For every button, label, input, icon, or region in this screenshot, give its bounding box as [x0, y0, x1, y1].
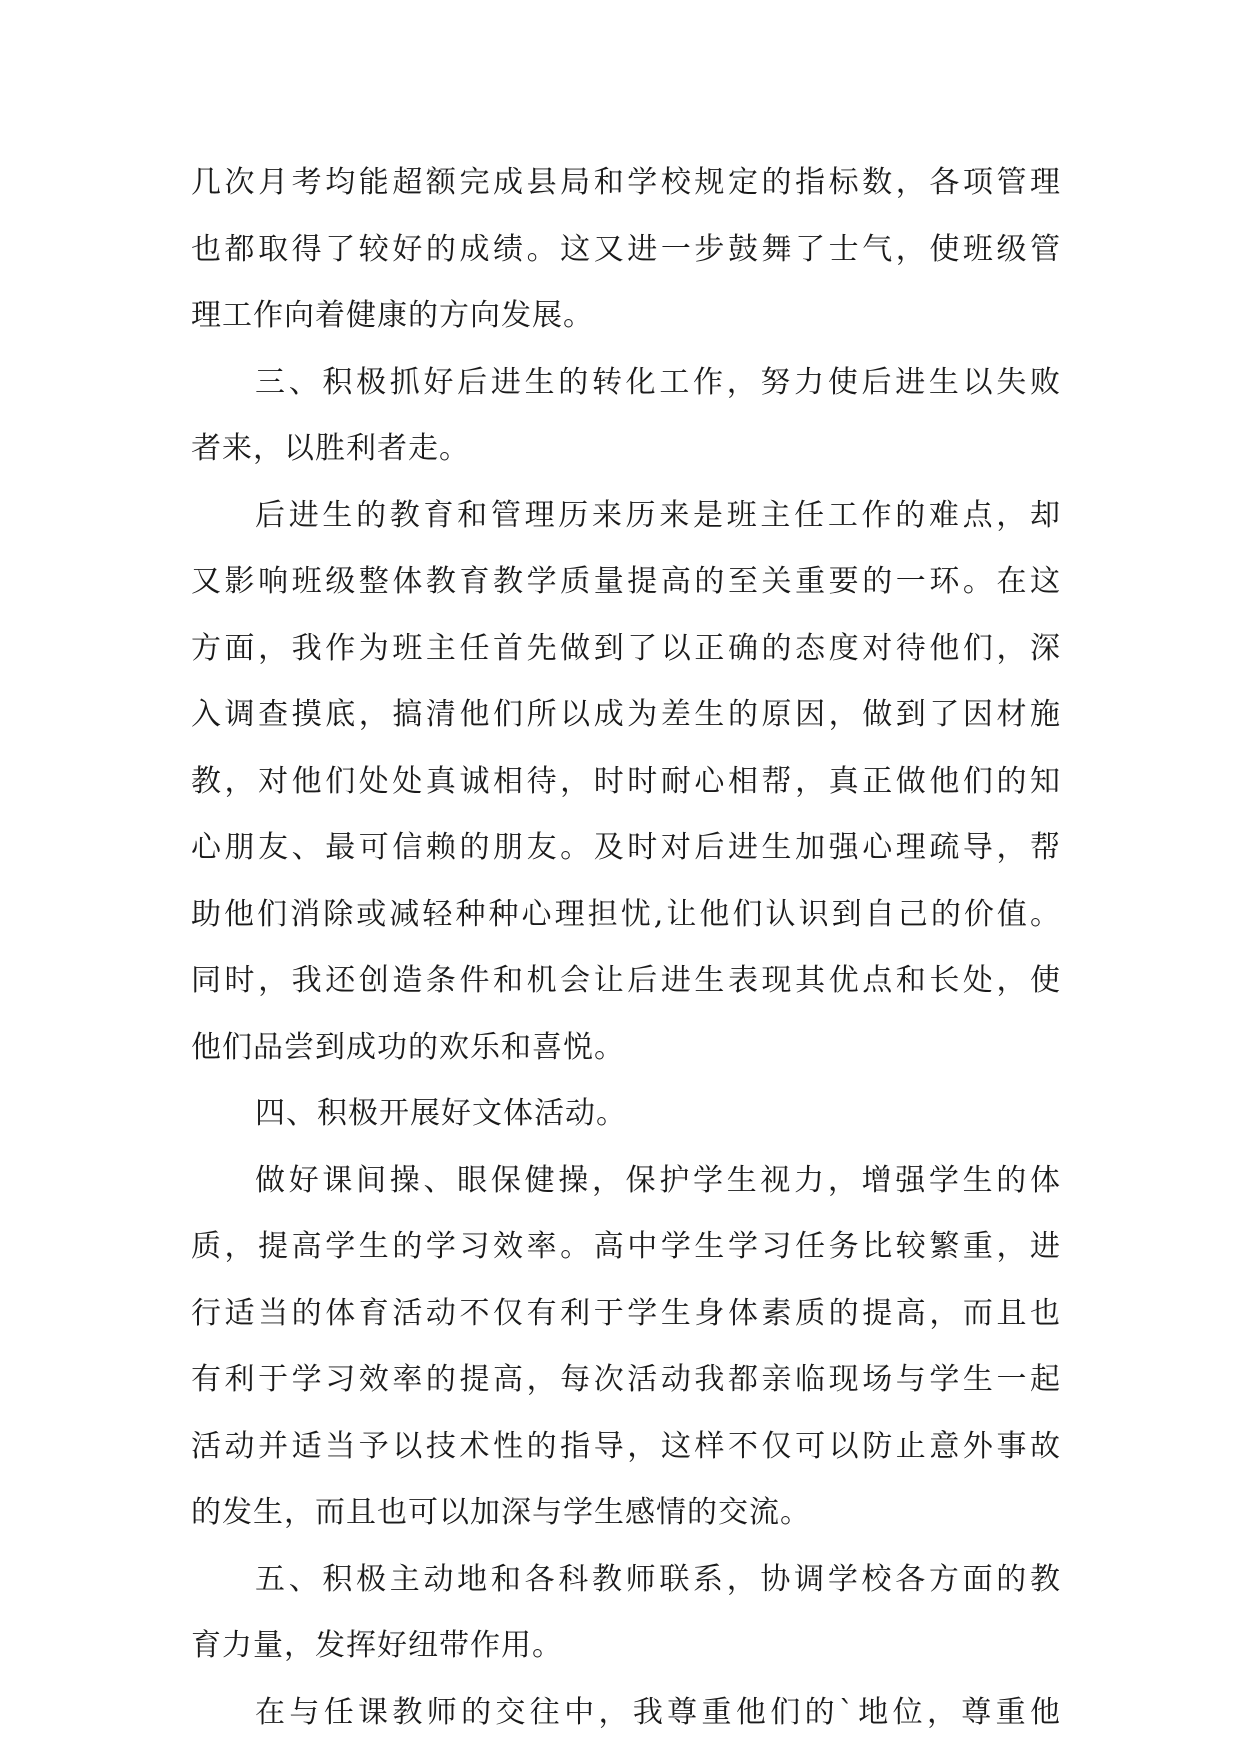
text-line: 同时，我还创造条件和机会让后进生表现其优点和长处，使: [191, 963, 1061, 998]
text-line: 又影响班级整体教育教学质量提高的至关重要的一环。在这: [191, 564, 1061, 599]
text-line: 有利于学习效率的提高，每次活动我都亲临现场与学生一起: [191, 1362, 1061, 1397]
text-line: 他们品尝到成功的欢乐和喜悦。: [191, 1029, 625, 1065]
text-line: 行适当的体育活动不仅有利于学生身体素质的提高，而且也: [191, 1295, 1061, 1331]
section-heading-line: 三、积极抓好后进生的转化工作，努力使后进生以失败: [255, 364, 1061, 400]
text-line: 活动并适当予以技术性的指导，这样不仅可以防止意外事故: [191, 1428, 1061, 1464]
text-line: 质，提高学生的学习效率。高中学生学习任务比较繁重，进: [191, 1229, 1061, 1264]
section-heading-line: 五、积极主动地和各科教师联系，协调学校各方面的教: [255, 1561, 1061, 1597]
text-line: 心朋友、最可信赖的朋友。及时对后进生加强心理疏导，帮: [191, 830, 1061, 865]
text-line: 在与任课教师的交往中，我尊重他们的`地位，尊重他: [255, 1694, 1061, 1730]
text-line: 几次月考均能超额完成县局和学校规定的指标数，各项管理: [191, 165, 1061, 200]
text-line: 方面，我作为班主任首先做到了以正确的态度对待他们，深: [191, 630, 1061, 666]
text-line: 理工作向着健康的方向发展。: [191, 298, 594, 333]
text-line: 也都取得了较好的成绩。这又进一步鼓舞了士气，使班级管: [191, 231, 1061, 267]
text-line: 后进生的教育和管理历来历来是班主任工作的难点，却: [255, 497, 1061, 533]
section-heading-line: 者来，以胜利者走。: [191, 431, 470, 466]
text-line: 做好课间操、眼保健操，保护学生视力，增强学生的体: [255, 1162, 1061, 1198]
section-heading-line: 育力量，发挥好纽带作用。: [191, 1628, 563, 1663]
text-line: 教，对他们处处真诚相待，时时耐心相帮，真正做他们的知: [191, 763, 1061, 799]
document-body: [191, 150, 1061, 1746]
section-heading-line: 四、积极开展好文体活动。: [255, 1096, 627, 1131]
text-line: 助他们消除或减轻种种心理担忧,让他们认识到自己的价值。: [191, 896, 1061, 932]
text-line: 入调查摸底，搞清他们所以成为差生的原因，做到了因材施: [191, 697, 1061, 732]
text-line: 的发生，而且也可以加深与学生感情的交流。: [191, 1495, 811, 1530]
